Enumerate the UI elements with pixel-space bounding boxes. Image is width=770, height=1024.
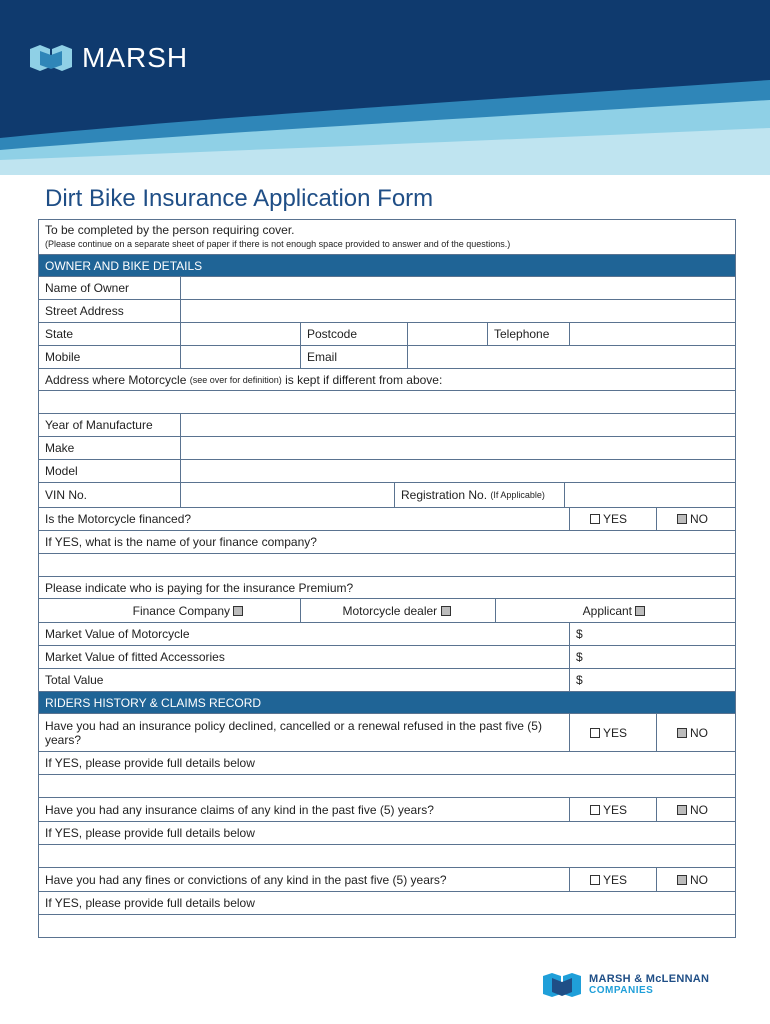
model-field[interactable]: [180, 460, 735, 482]
market-value-label: Market Value of Motorcycle: [45, 627, 190, 641]
row-mobile: [39, 346, 735, 369]
mmc-line1: MARSH & McLENNAN: [589, 973, 710, 985]
payer-finance-option[interactable]: [39, 599, 300, 622]
email-label: Email: [300, 346, 407, 368]
payer-dealer-label: Motorcycle dealer: [342, 603, 438, 618]
state-label: State: [45, 327, 74, 341]
fines-yes-label: YES: [603, 872, 628, 887]
marsh-logo: [30, 42, 188, 74]
financed-yes-checkbox[interactable]: [590, 514, 600, 524]
fines-yes[interactable]: [569, 868, 656, 891]
row-accessories: [39, 646, 735, 669]
telephone-field[interactable]: [569, 323, 735, 345]
financed-no[interactable]: [656, 508, 735, 530]
declined-no[interactable]: [656, 714, 735, 751]
email-field[interactable]: [407, 346, 735, 368]
market-value-currency: $: [576, 627, 583, 641]
wave-graphic: [0, 0, 770, 175]
address-kept-label: [39, 369, 735, 390]
payer-finance-checkbox[interactable]: [233, 606, 243, 616]
declined-details-field[interactable]: [39, 775, 735, 798]
claims-question: Have you had any insurance claims of any kind in the past five (5) years?: [45, 802, 434, 817]
row-fines: [39, 868, 735, 892]
section-owner-bike-title: OWNER AND BIKE DETAILS: [45, 258, 203, 273]
declined-details-label: If YES, please provide full details below: [45, 756, 255, 770]
fines-yes-checkbox[interactable]: [590, 875, 600, 885]
street-field[interactable]: [180, 300, 735, 322]
row-financed: [39, 508, 735, 531]
fines-no-label: NO: [690, 872, 708, 887]
mmc-line2: COMPANIES: [589, 985, 654, 996]
mmc-logo: [543, 973, 709, 997]
address-kept-field[interactable]: [39, 391, 735, 414]
row-payer-options: [39, 599, 735, 623]
address-kept-text-c: is kept if different from above:: [285, 372, 443, 387]
total-label: Total Value: [45, 673, 104, 687]
fines-details-field[interactable]: [39, 915, 735, 937]
intro-row: [39, 220, 735, 255]
address-kept-text-a: Address where Motorcycle: [45, 372, 187, 387]
mobile-label: Mobile: [45, 350, 81, 364]
claims-no-label: NO: [690, 802, 708, 817]
declined-no-label: NO: [690, 725, 708, 740]
row-declined: [39, 714, 735, 752]
declined-yes-label: YES: [603, 725, 628, 740]
rego-field[interactable]: [564, 483, 735, 507]
row-street: [39, 300, 735, 323]
financed-yes[interactable]: [569, 508, 656, 530]
row-address-kept: [39, 369, 735, 391]
row-model: [39, 460, 735, 483]
accessories-currency: $: [576, 650, 583, 664]
claims-yes-label: YES: [603, 802, 628, 817]
application-form: [38, 219, 736, 938]
claims-no-checkbox[interactable]: [677, 805, 687, 815]
vin-label: VIN No.: [45, 488, 88, 502]
payer-dealer-checkbox[interactable]: [441, 606, 451, 616]
financed-yes-label: YES: [603, 512, 628, 526]
row-vin: [39, 483, 735, 508]
row-year: [39, 414, 735, 437]
payer-applicant-label: Applicant: [582, 603, 633, 618]
total-field[interactable]: [569, 669, 735, 691]
row-claims-details: [39, 822, 735, 845]
row-make: [39, 437, 735, 460]
rego-label: [394, 483, 564, 507]
header-banner: [0, 0, 770, 175]
rego-label-text: Registration No.: [401, 488, 488, 502]
claims-details-label: If YES, please provide full details below: [45, 826, 255, 840]
mmc-logo-icon: [543, 973, 583, 997]
payer-dealer-option[interactable]: [300, 599, 495, 622]
intro-line2: (Please continue on a separate sheet of paper if there is not enough space provided to answer and of the questions.): [45, 239, 511, 249]
finance-company-field[interactable]: [39, 554, 735, 577]
state-field[interactable]: [180, 323, 300, 345]
page-title: Dirt Bike Insurance Application Form: [45, 185, 434, 212]
year-field[interactable]: [180, 414, 735, 436]
total-currency: $: [576, 673, 583, 687]
postcode-label: Postcode: [300, 323, 407, 345]
mobile-field[interactable]: [180, 346, 300, 368]
name-label: Name of Owner: [45, 281, 130, 295]
model-label: Model: [45, 464, 78, 478]
financed-no-checkbox[interactable]: [677, 514, 687, 524]
rego-label-note: (If Applicable): [490, 490, 545, 500]
make-label: Make: [45, 441, 75, 455]
financed-question: Is the Motorcycle financed?: [45, 512, 192, 526]
row-name: [39, 277, 735, 300]
declined-yes-checkbox[interactable]: [590, 728, 600, 738]
row-declined-details: [39, 752, 735, 775]
street-label: Street Address: [45, 304, 124, 318]
paying-label: Please indicate who is paying for the insurance Premium?: [45, 580, 354, 595]
declined-yes[interactable]: [569, 714, 656, 751]
intro-line1: To be completed by the person requiring cover.: [45, 223, 295, 237]
brand-name: MARSH: [82, 42, 189, 73]
row-total: [39, 669, 735, 692]
payer-applicant-checkbox[interactable]: [635, 606, 645, 616]
financed-no-label: NO: [690, 512, 708, 526]
telephone-label: Telephone: [487, 323, 569, 345]
section-riders-history: [39, 692, 735, 714]
accessories-label: Market Value of fitted Accessories: [45, 650, 225, 664]
vin-field[interactable]: [180, 483, 394, 507]
declined-question: Have you had an insurance policy declined, cancelled or a renewal refused in the past five (5) years?: [45, 718, 542, 747]
accessories-field[interactable]: [569, 646, 735, 668]
fines-no-checkbox[interactable]: [677, 875, 687, 885]
claims-details-field[interactable]: [39, 845, 735, 868]
postcode-field[interactable]: [407, 323, 487, 345]
row-market-value: [39, 623, 735, 646]
claims-no[interactable]: [656, 798, 735, 821]
row-state: [39, 323, 735, 346]
claims-yes-checkbox[interactable]: [590, 805, 600, 815]
section-riders-history-title: RIDERS HISTORY & CLAIMS RECORD: [45, 695, 262, 710]
fines-details-label: If YES, please provide full details below: [45, 896, 255, 910]
year-label: Year of Manufacture: [45, 418, 153, 432]
finance-company-label: If YES, what is the name of your finance company?: [45, 535, 317, 549]
fines-no[interactable]: [656, 868, 735, 891]
row-fines-details: [39, 892, 735, 915]
make-field[interactable]: [180, 437, 735, 459]
declined-no-checkbox[interactable]: [677, 728, 687, 738]
market-value-field[interactable]: [569, 623, 735, 645]
address-kept-note: (see over for definition): [189, 374, 282, 385]
section-owner-bike: [39, 255, 735, 277]
claims-yes[interactable]: [569, 798, 656, 821]
payer-applicant-option[interactable]: [495, 599, 735, 622]
payer-finance-label: Finance Company: [132, 603, 231, 618]
row-paying: [39, 577, 735, 599]
row-claims: [39, 798, 735, 822]
row-finance-company: [39, 531, 735, 554]
fines-question: Have you had any fines or convictions of any kind in the past five (5) years?: [45, 872, 447, 887]
name-field[interactable]: [180, 277, 735, 299]
marsh-logo-icon: [30, 45, 74, 71]
